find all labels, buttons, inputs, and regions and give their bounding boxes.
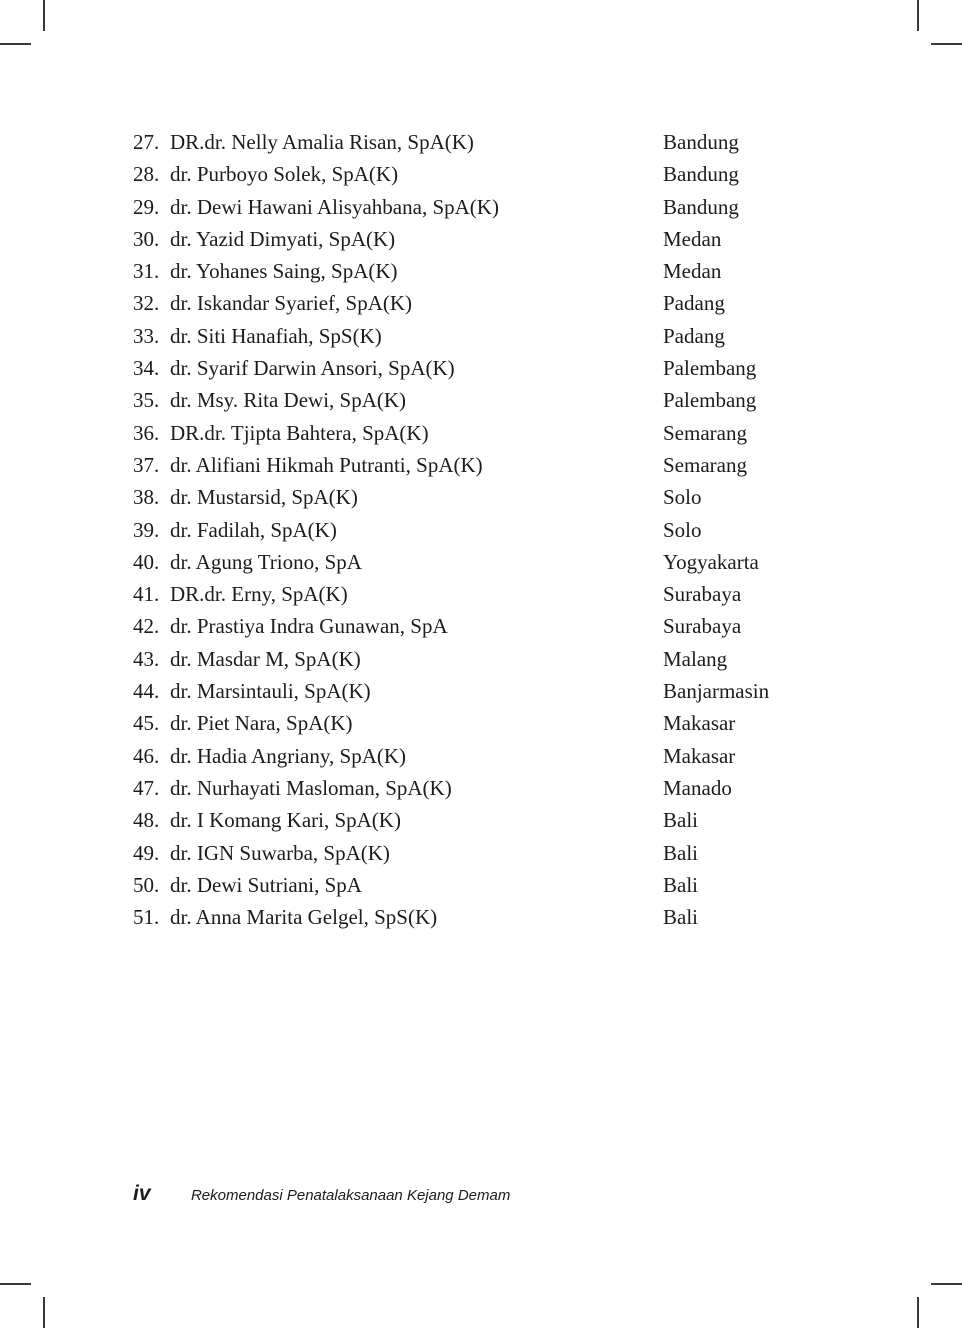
list-item-name: dr. Siti Hanafiah, SpS(K) (170, 323, 382, 348)
list-item-name: dr. Fadilah, SpA(K) (170, 517, 337, 542)
list-item-number: 33. (133, 323, 160, 348)
crop-mark-bottom-right-horizontal (931, 1283, 962, 1285)
list-item-name: dr. Yazid Dimyati, SpA(K) (170, 226, 396, 251)
list-item (133, 384, 873, 416)
crop-mark-top-left-vertical (43, 0, 45, 31)
list-item-city: Bali (663, 840, 698, 865)
list-item (133, 837, 873, 869)
list-item-city: Manado (663, 775, 732, 800)
running-title: Rekomendasi Penatalaksanaan Kejang Demam (190, 1187, 511, 1204)
list-item-number: 39. (133, 517, 160, 542)
list-item-city: Medan (663, 226, 722, 251)
list-item-city: Bandung (663, 194, 739, 219)
list-item-number: 49. (133, 840, 160, 865)
list-item-name: dr. Masdar M, SpA(K) (170, 646, 361, 671)
list-item-number: 47. (133, 775, 160, 800)
list-item-city: Padang (663, 291, 725, 316)
crop-mark-top-right-vertical (917, 0, 919, 31)
list-item (133, 223, 873, 255)
list-item-city: Bali (663, 808, 698, 833)
list-item-name: dr. Piet Nara, SpA(K) (170, 711, 353, 736)
list-item-number: 30. (133, 226, 160, 251)
list-item-city: Makasar (663, 711, 736, 736)
list-item-number: 44. (133, 679, 160, 704)
list-item-name: DR.dr. Nelly Amalia Risan, SpA(K) (170, 130, 474, 154)
list-item-number: 45. (133, 711, 160, 736)
page-footer (133, 1182, 833, 1206)
list-item-number: 43. (133, 646, 160, 671)
crop-mark-top-left-horizontal (0, 43, 31, 45)
list-item (133, 191, 873, 223)
list-item (133, 514, 873, 546)
list-item-name: dr. I Komang Kari, SpA(K) (170, 808, 401, 833)
list-item-number: 28. (133, 162, 160, 187)
list-item-city: Bandung (663, 130, 739, 154)
list-item (133, 578, 873, 610)
list-item-city: Bali (663, 872, 698, 897)
list-item-city: Semarang (663, 420, 747, 445)
list-item-name: dr. IGN Suwarba, SpA(K) (170, 840, 390, 865)
list-item-number: 34. (133, 356, 160, 381)
list-item-city: Malang (663, 646, 728, 671)
list-item-name: dr. Yohanes Saing, SpA(K) (170, 259, 398, 284)
list-item-name: dr. Nurhayati Masloman, SpA(K) (170, 775, 452, 800)
list-item (133, 675, 873, 707)
list-item-name: dr. Syarif Darwin Ansori, SpA(K) (170, 356, 455, 381)
list-item-number: 50. (133, 872, 160, 897)
list-item (133, 449, 873, 481)
list-item-city: Semarang (663, 452, 747, 477)
contributor-list (133, 126, 873, 933)
list-item-city: Bandung (663, 162, 739, 187)
list-item-name: dr. Marsintauli, SpA(K) (170, 679, 371, 704)
list-item-city: Bali (663, 905, 698, 930)
list-item-city: Surabaya (663, 582, 742, 607)
list-item-city: Medan (663, 259, 722, 284)
list-item-city: Solo (663, 485, 702, 510)
list-item-name: DR.dr. Tjipta Bahtera, SpA(K) (170, 420, 429, 445)
list-item (133, 804, 873, 836)
list-item-number: 37. (133, 452, 160, 477)
list-item-name: dr. Iskandar Syarief, SpA(K) (170, 291, 413, 316)
list-item (133, 740, 873, 772)
list-item (133, 901, 873, 933)
list-item (133, 546, 873, 578)
list-item (133, 417, 873, 449)
list-item-city: Banjarmasin (663, 679, 770, 704)
list-item-name: dr. Agung Triono, SpA (170, 549, 362, 574)
list-item-number: 36. (133, 420, 160, 445)
crop-mark-bottom-left-vertical (43, 1297, 45, 1328)
crop-mark-bottom-left-horizontal (0, 1283, 31, 1285)
list-item-number: 38. (133, 485, 160, 510)
list-item (133, 869, 873, 901)
list-item-city: Yogyakarta (663, 549, 759, 574)
list-item-name: dr. Mustarsid, SpA(K) (170, 485, 358, 510)
list-item-number: 48. (133, 808, 160, 833)
list-item (133, 610, 873, 642)
list-item-name: dr. Purboyo Solek, SpA(K) (170, 162, 399, 187)
list-item (133, 255, 873, 287)
list-item-number: 51. (133, 905, 160, 930)
list-item-number: 40. (133, 549, 160, 574)
list-item (133, 126, 873, 158)
list-item-number: 27. (133, 130, 160, 154)
list-item-city: Palembang (663, 388, 757, 413)
list-item (133, 320, 873, 352)
list-item-name: dr. Alifiani Hikmah Putranti, SpA(K) (170, 452, 483, 477)
list-item-name: DR.dr. Erny, SpA(K) (170, 582, 348, 607)
list-item (133, 772, 873, 804)
crop-mark-bottom-right-vertical (917, 1297, 919, 1328)
list-item (133, 352, 873, 384)
list-item-city: Surabaya (663, 614, 742, 639)
list-item (133, 707, 873, 739)
list-item-name: dr. Prastiya Indra Gunawan, SpA (170, 614, 448, 639)
list-item-name: dr. Dewi Sutriani, SpA (170, 872, 362, 897)
list-item (133, 158, 873, 190)
list-item (133, 481, 873, 513)
list-item-city: Palembang (663, 356, 757, 381)
list-item-city: Solo (663, 517, 702, 542)
list-item-number: 31. (133, 259, 160, 284)
list-item-number: 35. (133, 388, 160, 413)
list-item-name: dr. Dewi Hawani Alisyahbana, SpA(K) (170, 194, 499, 219)
list-item (133, 287, 873, 319)
list-item-name: dr. Msy. Rita Dewi, SpA(K) (170, 388, 407, 413)
list-item-name: dr. Hadia Angriany, SpA(K) (170, 743, 407, 768)
list-item-number: 29. (133, 194, 160, 219)
list-item-number: 42. (133, 614, 160, 639)
list-item (133, 643, 873, 675)
page-number: iv (133, 1182, 151, 1205)
list-item-number: 41. (133, 582, 160, 607)
list-item-name: dr. Anna Marita Gelgel, SpS(K) (170, 905, 438, 930)
crop-mark-top-right-horizontal (931, 43, 962, 45)
list-item-city: Padang (663, 323, 725, 348)
list-item-number: 46. (133, 743, 160, 768)
list-item-city: Makasar (663, 743, 736, 768)
list-item-number: 32. (133, 291, 160, 316)
